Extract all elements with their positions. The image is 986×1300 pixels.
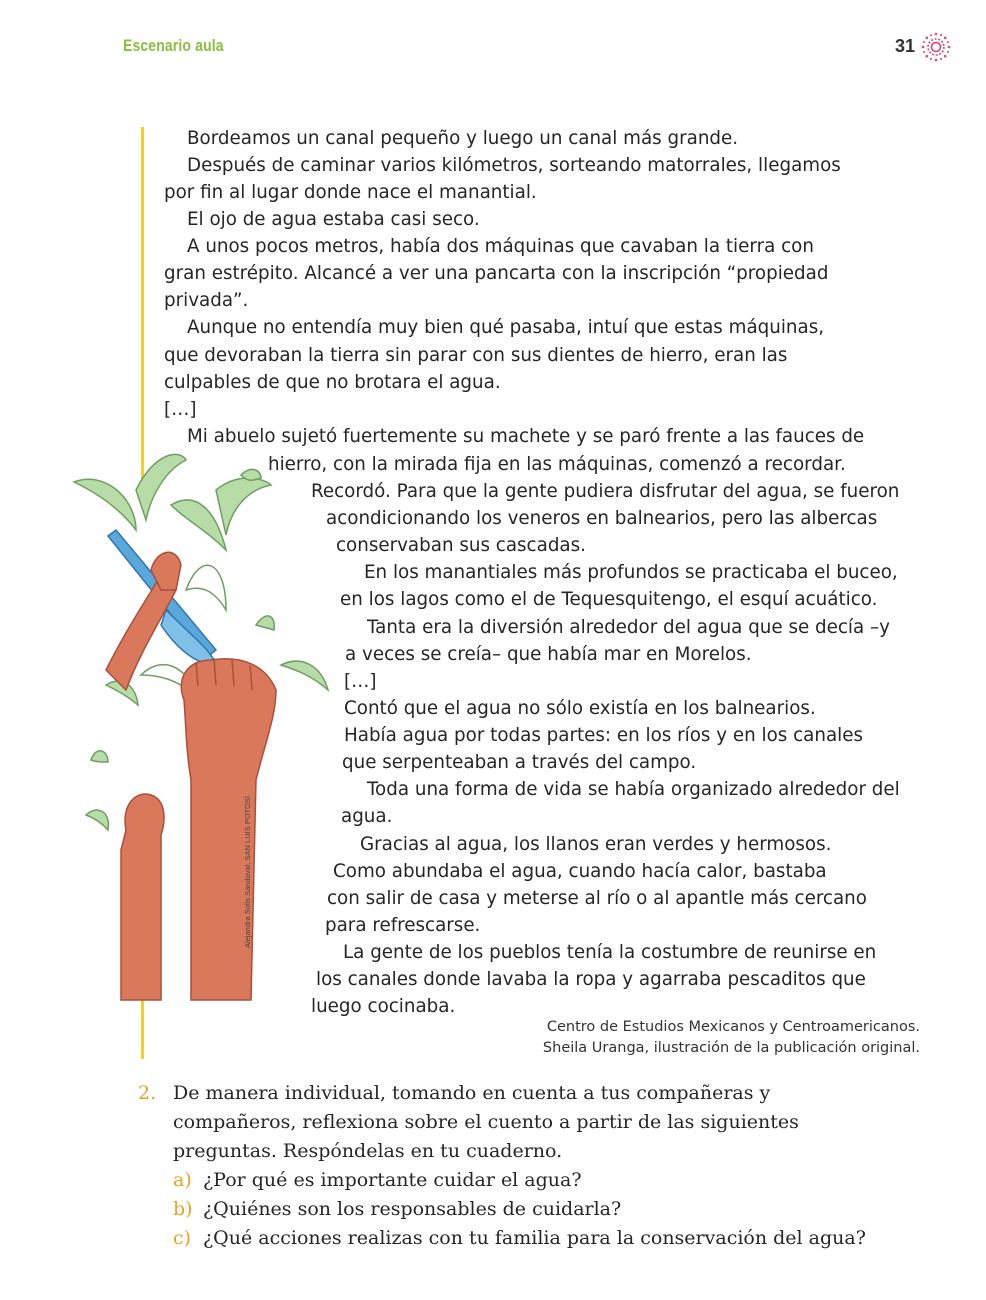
question-marker: b) [173,1198,193,1220]
story-line: Como abundaba el agua, cuando hacía calor, bastaba [333,861,827,882]
story-line: La gente de los pueblos tenía la costumbre de reunirse en [343,942,877,963]
story-line: privada”. [164,290,249,311]
story-line: a veces se creía– que había mar en Morelos. [345,644,752,665]
story-line: Mi abuelo sujetó fuertemente su machete y se paró frente a las fauces de [187,426,865,447]
story-line: Había agua por todas partes: en los ríos y en los canales [344,725,864,746]
page-number: 31 [895,36,916,56]
story-line: los canales donde lavaba la ropa y agarraba pescaditos que [316,969,866,990]
story-line: Contó que el agua no sólo existía en los balnearios. [344,698,816,719]
hands-machete-illustration [66,450,338,1010]
source-line: Sheila Uranga, ilustración de la publicación original. [542,1040,920,1056]
story-line: Toda una forma de vida se había organizado alrededor del [367,779,900,800]
illustration-credit: Alejandra Solis Sandoval, SAN LUIS POTOSÍ [243,795,252,948]
story-line: luego cocinaba. [311,996,456,1017]
story-line: Bordeamos un canal pequeño y luego un canal más grande. [187,128,739,149]
story-line: […] [344,671,377,692]
story-line: gran estrépito. Alcancé a ver una pancarta con la inscripción “propiedad [164,263,829,284]
story-line: […] [164,399,197,420]
story-line: hierro, con la mirada fija en las máquinas, comenzó a recordar. [268,454,846,475]
story-line: con salir de casa y meterse al río o al apantle más cercano [327,888,867,909]
story-line: Después de caminar varios kilómetros, sorteando matorrales, llegamos [187,155,841,176]
story-line: culpables de que no brotara el agua. [164,372,501,393]
margin-rule [141,127,144,490]
question-marker: c) [173,1227,192,1249]
story-line: en los lagos como el de Tequesquitengo, el esquí acuático. [340,589,878,610]
story-line: Gracias al agua, los llanos eran verdes y hermosos. [360,834,832,855]
activity-instruction: De manera individual, tomando en cuenta a tus compañeras y [173,1082,771,1104]
story-line: A unos pocos metros, había dos máquinas que cavaban la tierra con [187,236,814,257]
story-line: Aunque no entendía muy bien qué pasaba, intuí que estas máquinas, [187,317,825,338]
story-line: acondicionando los veneros en balnearios, pero las albercas [326,508,878,529]
story-line: En los manantiales más profundos se practicaba el buceo, [364,562,898,583]
question-text: ¿Quiénes son los responsables de cuidarla? [203,1198,622,1220]
section-title: Escenario aula [123,36,224,55]
sun-emblem-icon [920,31,952,63]
source-line: Centro de Estudios Mexicanos y Centroamericanos. [546,1019,920,1035]
story-line: que devoraban la tierra sin parar con sus dientes de hierro, eran las [164,345,788,366]
activity-instruction: preguntas. Respóndelas en tu cuaderno. [173,1140,563,1162]
question-text: ¿Por qué es importante cuidar el agua? [203,1169,582,1191]
story-line: Tanta era la diversión alrededor del agua que se decía –y [367,617,890,638]
question-text: ¿Qué acciones realizas con tu familia para la conservación del agua? [203,1227,866,1249]
activity-instruction: compañeros, reflexiona sobre el cuento a partir de las siguientes [173,1111,799,1133]
question-marker: a) [173,1169,192,1191]
story-line: El ojo de agua estaba casi seco. [187,209,480,230]
story-line: que serpenteaban a través del campo. [342,752,697,773]
story-line: para refrescarse. [325,915,481,936]
story-line: agua. [341,806,393,827]
story-line: conservaban sus cascadas. [336,535,586,556]
activity-number: 2. [138,1082,157,1104]
story-line: por fin al lugar donde nace el manantial. [164,182,537,203]
story-line: Recordó. Para que la gente pudiera disfrutar del agua, se fueron [311,481,900,502]
